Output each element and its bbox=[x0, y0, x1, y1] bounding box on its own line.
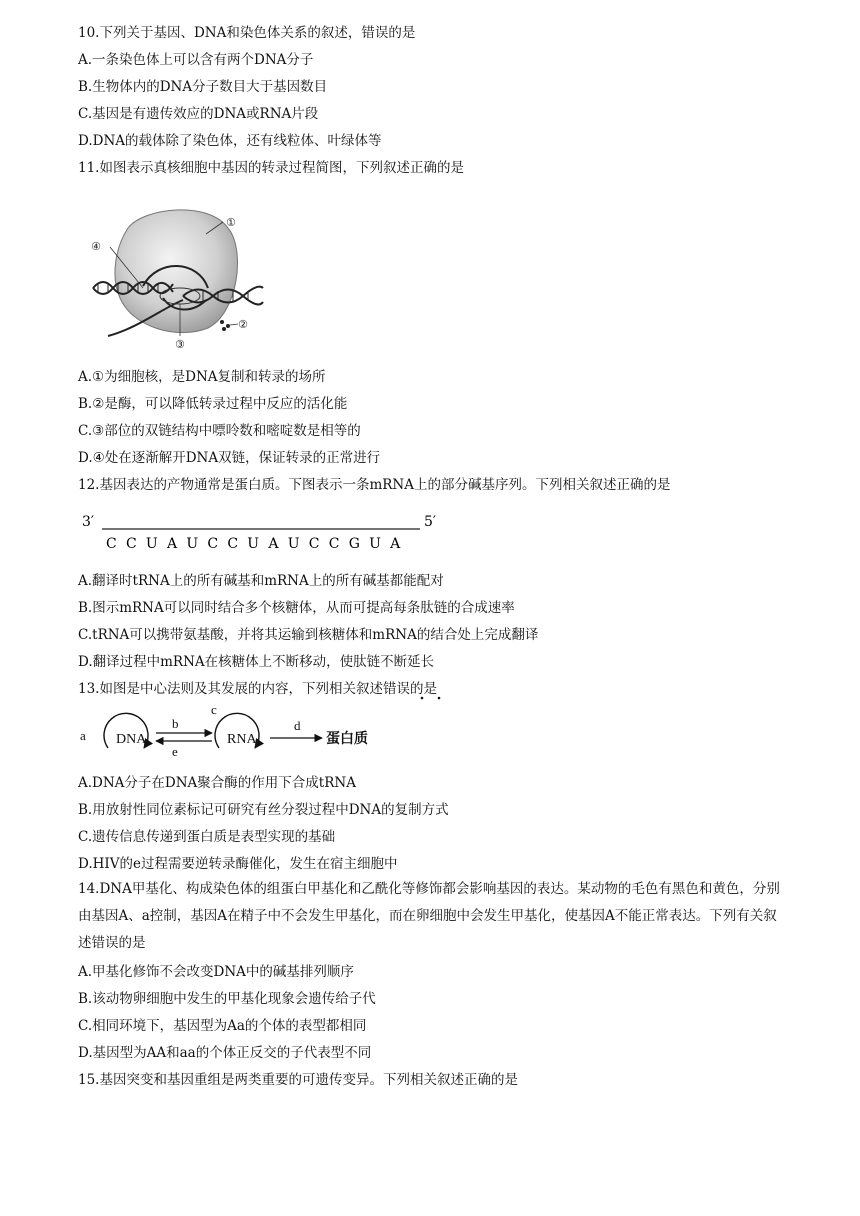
q10-option-d: D.DNA的载体除了染色体，还有线粒体、叶绿体等 bbox=[78, 133, 382, 149]
q15-stem: 15.基因突变和基因重组是两类重要的可遗传变异。下列相关叙述正确的是 bbox=[78, 1072, 518, 1088]
q12-stem: 12.基因表达的产物通常是蛋白质。下图表示一条mRNA上的部分碱基序列。下列相关叙述正确的是 bbox=[78, 477, 671, 493]
q13-option-a: A.DNA分子在DNA聚合酶的作用下合成tRNA bbox=[78, 775, 356, 791]
q13-option-d: D.HIV的e过程需要逆转录酶催化，发生在宿主细胞中 bbox=[78, 856, 398, 872]
q14-option-a: A.甲基化修饰不会改变DNA中的碱基排列顺序 bbox=[78, 964, 354, 980]
q11-option-c: C.③部位的双链结构中嘌呤数和嘧啶数是相等的 bbox=[78, 423, 361, 439]
label-2: ② bbox=[238, 318, 248, 331]
label-3: ③ bbox=[175, 338, 185, 351]
q12-option-d: D.翻译过程中mRNA在核糖体上不断移动，使肽链不断延长 bbox=[78, 654, 435, 670]
process-e-label: e bbox=[172, 744, 178, 759]
q10-option-a: A.一条染色体上可以含有两个DNA分子 bbox=[78, 52, 314, 68]
process-c-label: c bbox=[211, 704, 217, 717]
q12-option-b: B.图示mRNA可以同时结合多个核糖体，从而可提高每条肽链的合成速率 bbox=[78, 600, 515, 616]
q13-option-b: B.用放射性同位素标记可研究有丝分裂过程中DNA的复制方式 bbox=[78, 802, 449, 818]
mrna-sequence-figure bbox=[80, 508, 450, 554]
label-4: ④ bbox=[91, 240, 101, 253]
nucleus-shape bbox=[115, 210, 238, 333]
process-a-label: a bbox=[80, 728, 86, 743]
mrna-sequence: C C U A U C C U A U C C G U A bbox=[106, 536, 403, 552]
q10-option-c: C.基因是有遗传效应的DNA或RNA片段 bbox=[78, 106, 319, 122]
q11-option-b: B.②是酶，可以降低转录过程中反应的活化能 bbox=[78, 396, 348, 412]
q14-option-b: B.该动物卵细胞中发生的甲基化现象会遗传给子代 bbox=[78, 991, 376, 1007]
q14-option-d: D.基因型为AA和aa的个体正反交的子代表型不同 bbox=[78, 1045, 372, 1061]
q14-stem: 14.DNA甲基化、构成染色体的组蛋白甲基化和乙酰化等修饰都会影响基因的表达。某动物的毛色有黑色和黄色，分别由基因A、a控制，基因A在精子中不会发生甲基化，而在卵细胞中会发生甲基化，使基因A不能正常表达。下列有关叙述错误的是 bbox=[78, 881, 780, 951]
q13-option-c: C.遗传信息传递到蛋白质是表型实现的基础 bbox=[78, 829, 336, 845]
mrna-5-prime: 5′ bbox=[424, 514, 437, 530]
process-b-label: b bbox=[172, 716, 179, 731]
q12-option-c: C.tRNA可以携带氨基酸，并将其运输到核糖体和mRNA的结合处上完成翻译 bbox=[78, 627, 539, 643]
q11-option-a: A.①为细胞核，是DNA复制和转录的场所 bbox=[78, 369, 326, 385]
q10-stem: 10.下列关于基因、DNA和染色体关系的叙述，错误的是 bbox=[78, 25, 416, 41]
free-nucleotides bbox=[220, 320, 230, 331]
q13-stem: 13.如图是中心法则及其发展的内容，下列相关叙述错误的是 bbox=[78, 681, 437, 697]
mrna-3-prime: 3′ bbox=[82, 514, 95, 530]
emphasis-dots bbox=[410, 694, 450, 702]
dna-node: DNA bbox=[116, 732, 147, 747]
transcription-figure bbox=[88, 188, 268, 356]
q11-stem: 11.如图表示真核细胞中基因的转录过程简图，下列叙述正确的是 bbox=[78, 160, 464, 176]
protein-node: 蛋白质 bbox=[326, 731, 368, 747]
central-dogma-figure bbox=[78, 704, 398, 766]
rna-node: RNA bbox=[227, 732, 257, 747]
q14-option-c: C.相同环境下，基因型为Aa的个体的表型都相同 bbox=[78, 1018, 367, 1034]
q10-option-b: B.生物体内的DNA分子数目大于基因数目 bbox=[78, 79, 328, 95]
label-1: ① bbox=[226, 216, 236, 229]
q11-option-d: D.④处在逐渐解开DNA双链，保证转录的正常进行 bbox=[78, 450, 381, 466]
q12-option-a: A.翻译时tRNA上的所有碱基和mRNA上的所有碱基都能配对 bbox=[78, 573, 444, 589]
process-d-label: d bbox=[294, 718, 301, 733]
